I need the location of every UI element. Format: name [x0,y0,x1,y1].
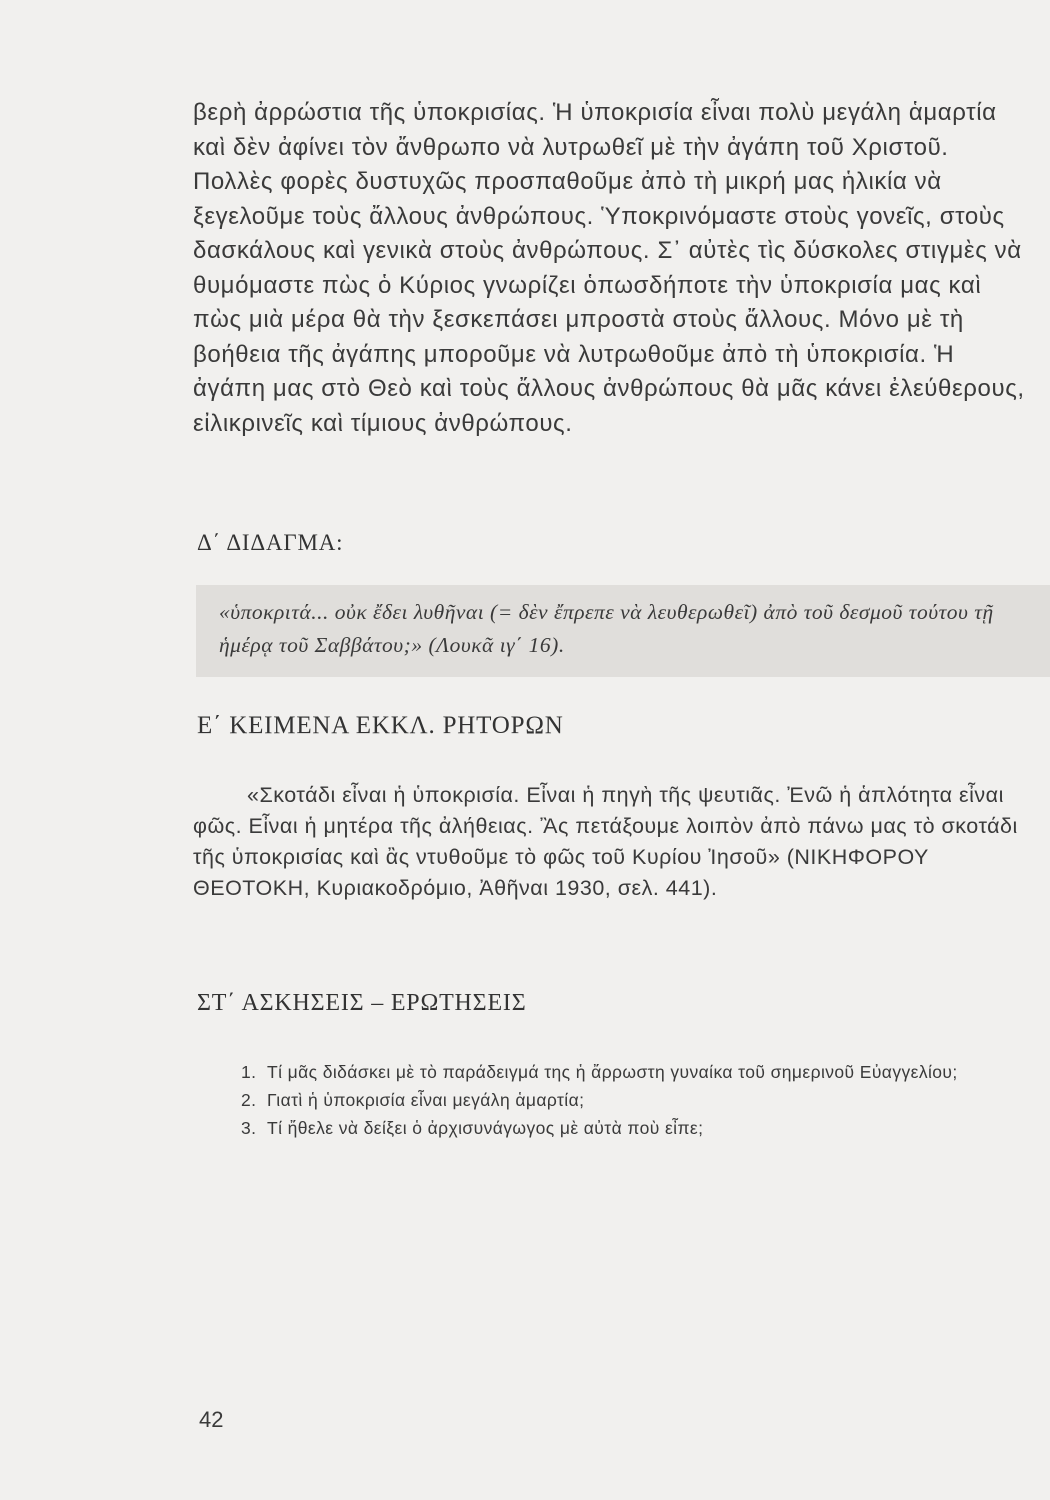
intro-paragraph-block [193,96,1033,441]
exercise-text: Τί ἤθελε νὰ δείξει ὁ ἀρχισυνάγωγος μὲ αὐτὰ ποὺ εἶπε; [267,1118,704,1138]
page-number: 42 [199,1407,224,1432]
scripture-quote: «ὑποκριτά... οὐκ ἔδει λυθῆναι (= δὲν ἔπρεπε νὰ λευθερωθεῖ) ἀπὸ τοῦ δεσμοῦ τούτου τῇ ἡμέρᾳ τοῦ Σαββάτου;» (Λουκᾶ ιγ΄ 16). [219,600,994,657]
rhetor-text-block [193,780,1031,904]
intro-paragraph: βερὴ ἀρρώστια τῆς ὑποκρισίας. Ἡ ὑποκρισία εἶναι πολὺ μεγάλη ἁμαρτία καὶ δὲν ἀφίνει τὸν ἄνθρωπο νὰ λυτρωθεῖ μὲ τὴν ἀγάπη τοῦ Χριστοῦ. Πολλὲς φορὲς δυστυχῶς προσπαθοῦμε ἀπὸ τὴ μικρή μας ἡλικία νὰ ξεγελοῦμε τοὺς ἄλλους ἀνθρώπους. Ὑποκρινόμαστε στοὺς γονεῖς, στοὺς δασκάλους καὶ γενικὰ στοὺς ἀνθρώπους. Σ᾽ αὐτὲς τὶς δύσκολες στιγμὲς νὰ θυμόμαστε πὼς ὁ Κύριος γνωρίζει ὁπωσδήποτε τὴν ὑποκρισία μας καὶ πὼς μιὰ μέρα θὰ τὴν ξεσκεπάσει μπροστὰ στοὺς ἄλλους. Μόνο μὲ τὴ βοήθεια τῆς ἀγάπης μποροῦμε νὰ λυτρωθοῦμε ἀπὸ τὴ ὑποκρισία. Ἡ ἀγάπη μας στὸ Θεὸ καὶ τοὺς ἄλλους ἀνθρώπους θὰ μᾶς κάνει ἐλεύθερους, εἰλικρινεῖς καὶ τίμιους ἀνθρώπους. [193,99,1025,437]
heading-didagma: Δ΄ ΔΙΔΑΓΜΑ: [197,530,344,555]
exercise-item [241,1116,1041,1141]
rhetor-quote-paragraph: «Σκοτάδι εἶναι ἡ ὑποκρισία. Εἶναι ἡ πηγὴ τῆς ψευτιᾶς. Ἐνῶ ἡ ἁπλότητα εἶναι φῶς. Εἶναι ἡ μητέρα τῆς ἀλήθειας. Ἂς πετάξουμε λοιπὸν ἀπὸ πάνω μας τὸ σκοτάδι τῆς ὑποκρισίας καὶ ἂς ντυθοῦμε τὸ φῶς τοῦ Κυρίου Ἰησοῦ» (ΝΙΚΗΦΟΡΟΥ ΘΕΟΤΟΚΗ, Κυριακοδρόμιο, Ἀθῆναι 1930, σελ. 441). [193,783,1018,900]
exercise-text: Γιατὶ ἡ ὑποκρισία εἶναι μεγάλη ἁμαρτία; [267,1090,585,1110]
exercise-number: 1. [241,1062,257,1082]
exercise-list [241,1060,1041,1144]
exercise-number: 2. [241,1090,257,1110]
exercise-text: Τί μᾶς διδάσκει μὲ τὸ παράδειγμά της ἡ ἄρρωστη γυναίκα τοῦ σημερινοῦ Εὐαγγελίου; [267,1062,958,1082]
heading-keimena-rhetoron: Ε΄ ΚΕΙΜΕΝΑ ΕΚΚΛ. ΡΗΤΟΡΩΝ [197,712,564,739]
heading-askiseis-erotiseis: ΣΤ΄ ΑΣΚΗΣΕΙΣ – ΕΡΩΤΗΣΕΙΣ [197,990,527,1016]
exercise-number: 3. [241,1118,257,1138]
exercise-item [241,1088,1041,1113]
exercise-item [241,1060,1041,1085]
